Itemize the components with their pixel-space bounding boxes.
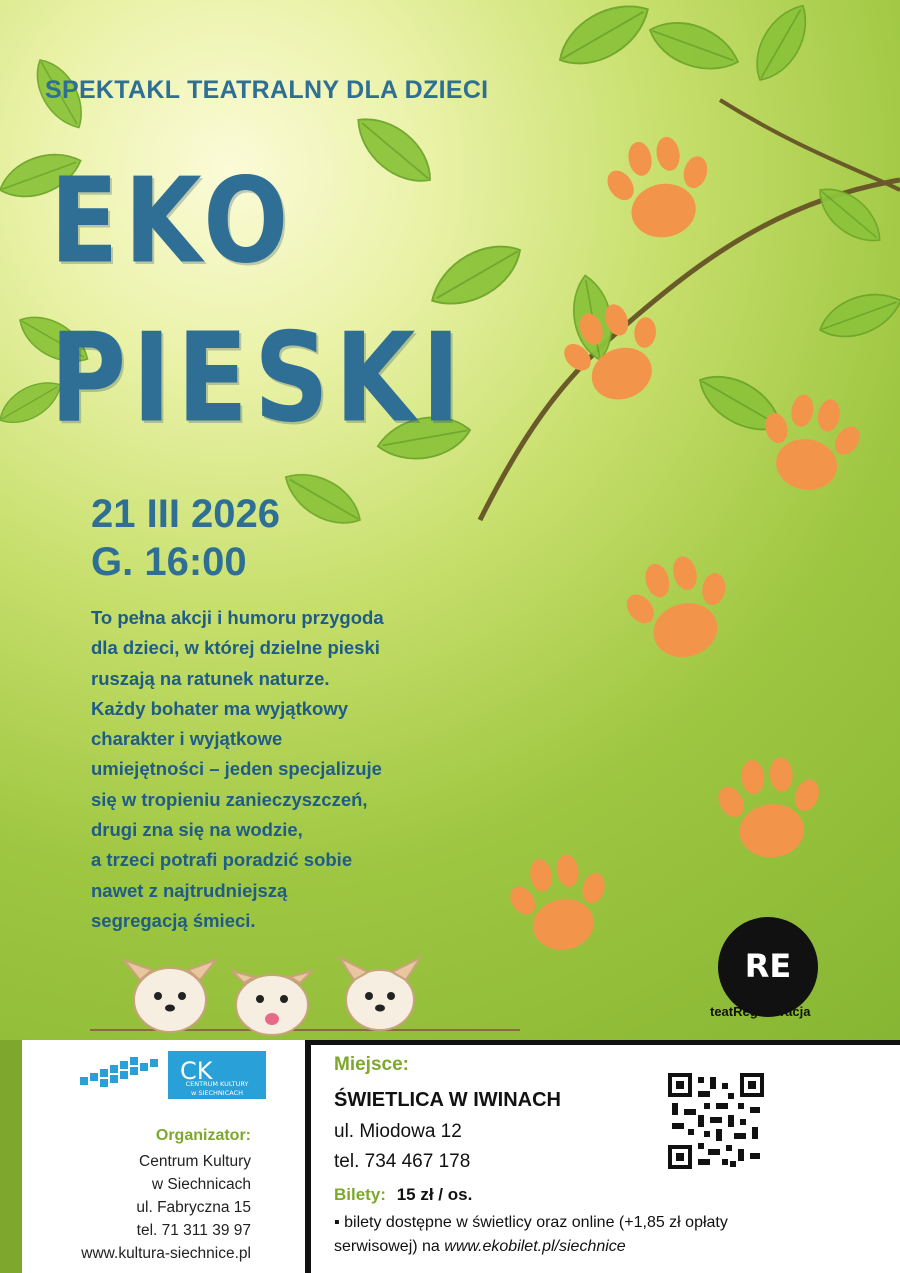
- description-line: a trzeci potrafi poradzić sobie: [91, 849, 353, 871]
- description-line: drugi zna się na wodzie,: [91, 819, 303, 841]
- organizer-website-link[interactable]: www.kultura-siechnice.pl: [81, 1245, 251, 1262]
- footer-top-line: [305, 1040, 900, 1045]
- description-line: dla dzieci, w której dzielne pieski: [91, 637, 380, 659]
- event-date-time: [91, 490, 280, 586]
- puppy-illustration: [90, 958, 520, 1035]
- paw-print-icon: [500, 130, 870, 958]
- event-description: [91, 603, 421, 936]
- ck-logo-sub1: CENTRUM KULTURY: [185, 1080, 249, 1088]
- description-line: charakter i wyjątkowe: [91, 728, 283, 750]
- event-time: G. 16:00: [91, 540, 247, 584]
- partner-name: teatRegeneracja: [710, 1004, 811, 1019]
- ck-logo-text: CK: [180, 1057, 213, 1085]
- description-line: nawet z najtrudniejszą: [91, 879, 288, 901]
- title-line-1: EKO: [50, 152, 295, 291]
- description-line: segregacją śmieci.: [91, 909, 256, 931]
- ck-logo-sub2: w SIECHNICACH: [190, 1089, 244, 1097]
- description-line: Każdy bohater ma wyjątkowy: [91, 697, 349, 719]
- teatregeneracja-logo: [718, 917, 818, 1017]
- venue-phone: tel. 734 467 178: [334, 1151, 471, 1172]
- tickets-info-line-2: [334, 1238, 626, 1256]
- qr-code-graphic: [668, 1073, 764, 1169]
- event-date: 21 III 2026: [91, 492, 281, 536]
- footer-divider: [305, 1040, 311, 1273]
- organizer-line: tel. 71 311 39 97: [136, 1222, 251, 1239]
- description-line: ruszają na ratunek naturze.: [91, 667, 330, 689]
- organizer-label: Organizator:: [155, 1127, 251, 1144]
- tickets-info-prefix: serwisowej) na: [334, 1238, 445, 1255]
- tickets-url-link[interactable]: www.ekobilet.pl/siechnice: [444, 1238, 626, 1255]
- tickets-row: [334, 1185, 472, 1205]
- organizer-line: ul. Fabryczna 15: [136, 1199, 251, 1216]
- venue-label: Miejsce:: [334, 1054, 409, 1075]
- tickets-info-line-1: ▪ bilety dostępne w świetlicy oraz online (+1,85 zł opłaty: [334, 1214, 728, 1231]
- title-line-2: PIESKI: [50, 306, 467, 450]
- centrum-kultury-logo: [80, 1049, 270, 1103]
- tickets-label: Bilety:: [334, 1185, 386, 1204]
- description-line: się w tropieniu zanieczyszczeń,: [91, 788, 368, 810]
- venue-name: ŚWIETLICA W IWINACH: [334, 1089, 562, 1111]
- description-line: To pełna akcji i humoru przygoda: [91, 607, 384, 628]
- footer-accent-bar: [0, 1040, 22, 1273]
- logo-text: RE: [744, 947, 792, 985]
- event-subtitle: SPEKTAKL TEATRALNY DLA DZIECI: [45, 76, 489, 104]
- organizer-line: w Siechnicach: [151, 1176, 251, 1193]
- qr-code-icon[interactable]: [668, 1073, 764, 1169]
- organizer-line: Centrum Kultury: [139, 1153, 251, 1170]
- ticket-price: 15 zł / os.: [396, 1185, 473, 1204]
- venue-street: ul. Miodowa 12: [334, 1121, 462, 1142]
- description-line: umiejętności – jeden specjalizuje: [91, 758, 382, 780]
